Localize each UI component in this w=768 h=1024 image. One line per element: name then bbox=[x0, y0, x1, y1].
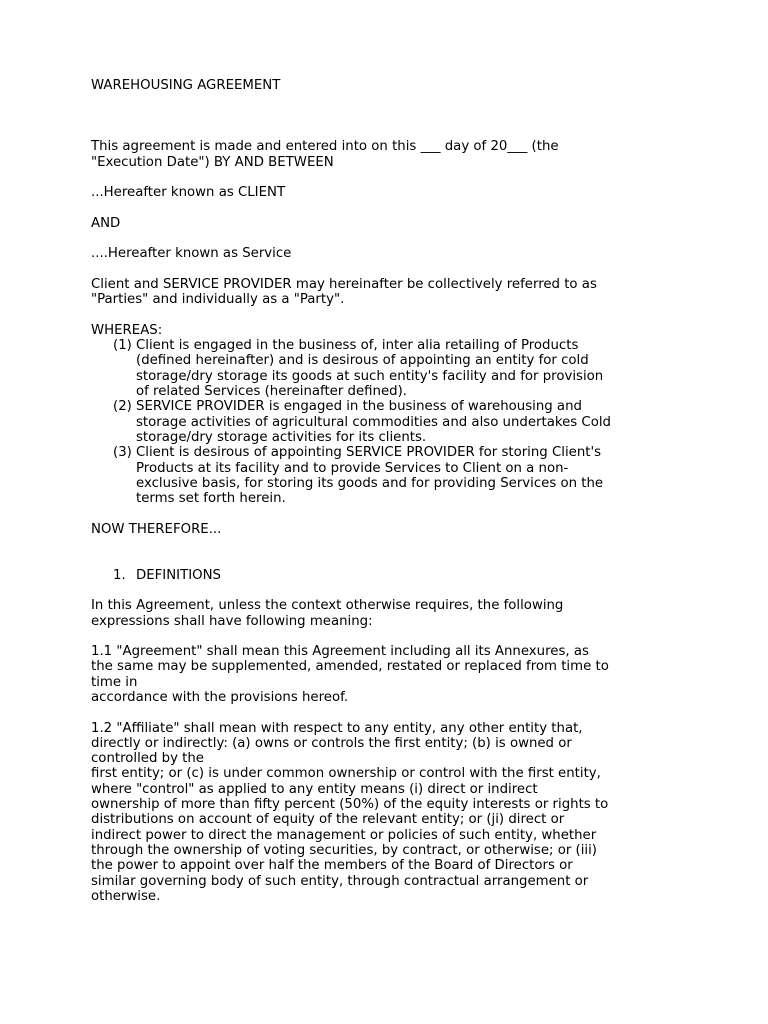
definition-line: similar governing body of such entity, through contractual arrangement or bbox=[91, 873, 589, 889]
intro-paragraph bbox=[91, 139, 691, 170]
now-therefore: NOW THEREFORE... bbox=[91, 521, 222, 537]
whereas-line: Client is engaged in the business of, inter alia retailing of Products bbox=[136, 338, 579, 354]
definition-line: accordance with the provisions hereof. bbox=[91, 689, 349, 705]
definition-line: indirect power to direct the management or policies of such entity, whether bbox=[91, 827, 597, 843]
definition-agreement bbox=[91, 644, 691, 705]
intro-line: "Execution Date") BY AND BETWEEN bbox=[91, 154, 334, 170]
whereas-line: exclusive basis, for storing its goods and for providing Services on the bbox=[136, 475, 604, 491]
whereas-line: Products at its facility and to provide Services to Client on a non- bbox=[136, 460, 569, 476]
parties-line: "Parties" and individually as a "Party". bbox=[91, 292, 345, 308]
definition-line: where "control" as applied to any entity means (i) direct or indirect bbox=[91, 781, 538, 797]
whereas-item bbox=[91, 399, 691, 445]
whereas-line: SERVICE PROVIDER is engaged in the business of warehousing and bbox=[136, 399, 582, 415]
definition-line: 1.1 "Agreement" shall mean this Agreement including all its Annexures, as bbox=[91, 644, 589, 660]
parties-line: Client and SERVICE PROVIDER may hereinafter be collectively referred to as bbox=[91, 276, 597, 292]
client-line: ...Hereafter known as CLIENT bbox=[91, 185, 286, 201]
whereas-list bbox=[91, 338, 691, 506]
whereas-line: of related Services (hereinafter defined). bbox=[136, 384, 408, 400]
section-title: DEFINITIONS bbox=[136, 567, 221, 583]
definition-line: time in bbox=[91, 674, 138, 690]
document-title: WAREHOUSING AGREEMENT bbox=[91, 78, 281, 93]
whereas-item bbox=[91, 338, 691, 399]
whereas-number: (2) bbox=[113, 399, 132, 415]
whereas-line: terms set forth herein. bbox=[136, 491, 286, 507]
whereas-line: Client is desirous of appointing SERVICE PROVIDER for storing Client's bbox=[136, 445, 602, 461]
definition-line: the same may be supplemented, amended, restated or replaced from time to bbox=[91, 659, 609, 675]
whereas-line: storage/dry storage activities for its clients. bbox=[136, 429, 427, 445]
service-line: ....Hereafter known as Service bbox=[91, 246, 292, 262]
whereas-line: storage activities of agricultural commodities and also undertakes Cold bbox=[136, 414, 611, 430]
whereas-line: storage/dry storage its goods at such entity's facility and for provision bbox=[136, 368, 604, 384]
definitions-intro-line: In this Agreement, unless the context otherwise requires, the following bbox=[91, 598, 564, 614]
definition-line: directly or indirectly: (a) owns or controls the first entity; (b) is owned or bbox=[91, 735, 572, 751]
whereas-item bbox=[91, 445, 691, 506]
definitions-intro-line: expressions shall have following meaning: bbox=[91, 613, 373, 629]
whereas-number: (3) bbox=[113, 445, 132, 461]
definitions-intro bbox=[91, 598, 691, 629]
whereas-line: (defined hereinafter) and is desirous of appointing an entity for cold bbox=[136, 353, 589, 369]
whereas-heading: WHEREAS: bbox=[91, 322, 163, 338]
definition-line: first entity; or (c) is under common ownership or control with the first entity, bbox=[91, 766, 601, 782]
document-page bbox=[91, 78, 691, 919]
intro-line: This agreement is made and entered into on this ___ day of 20___ (the bbox=[91, 139, 559, 155]
section-number: 1. bbox=[113, 567, 126, 583]
definition-affiliate bbox=[91, 721, 691, 905]
definition-line: otherwise. bbox=[91, 888, 161, 904]
definition-line: through the ownership of voting securities, by contract, or otherwise; or (iii) bbox=[91, 842, 597, 858]
definition-line: the power to appoint over half the members of the Board of Directors or bbox=[91, 858, 573, 874]
whereas-number: (1) bbox=[113, 338, 132, 354]
definition-line: controlled by the bbox=[91, 751, 204, 767]
definition-line: distributions on account of equity of the relevant entity; or (ji) direct or bbox=[91, 812, 565, 828]
section-heading-definitions bbox=[91, 568, 691, 583]
definition-line: ownership of more than fifty percent (50%) of the equity interests or rights to bbox=[91, 797, 609, 813]
parties-paragraph bbox=[91, 277, 691, 308]
and-line: AND bbox=[91, 215, 121, 231]
definition-line: 1.2 "Affiliate" shall mean with respect to any entity, any other entity that, bbox=[91, 720, 583, 736]
